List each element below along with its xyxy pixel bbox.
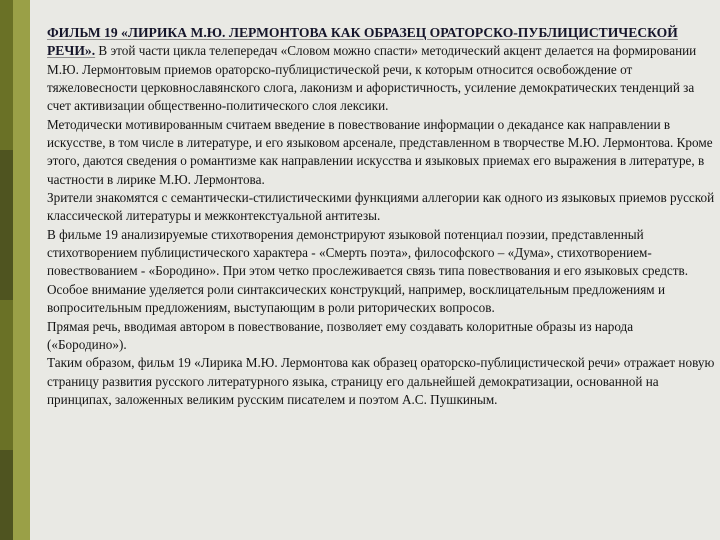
paragraph: Таким образом, фильм 19 «Лирика М.Ю. Лермонтова как образец ораторско-публицистической речи» отражает новую страницу развития русского литературного языка, страницу его дальнейшей демократизации, основанной на принципах, заложенных великим русским писателем и поэтом А.С. Пушкиным. xyxy=(47,355,715,407)
paragraph: Особое внимание уделяется роли синтаксических конструкций, например, восклицательным предложениям и вопросительным предложениям, выступающим в роли риторических вопросов. xyxy=(47,281,666,316)
slide-text xyxy=(47,24,715,409)
slide xyxy=(30,0,720,540)
paragraph: Зрители знакомятся с семантически-стилистическими функциями аллегории как одного из языковых приемов русской классической литературы и межконтекстуальной антитезы. xyxy=(47,190,715,224)
slide-title: ФИЛЬМ 19 «ЛИРИКА М.Ю. ЛЕРМОНТОВА КАК ОБРАЗЕЦ ОРАТОРСКО-ПУБЛИЦИСТИЧЕСКОЙ РЕЧИ». xyxy=(47,25,678,59)
sidebar-segment xyxy=(0,300,13,450)
paragraph: Методически мотивированным считаем введение в повествование информации о декадансе как направлении в искусстве, в том числе в литературе, и его языковом арсенале, представленном в творчестве М.Ю. Лермонтова. Кроме этого, даются сведения о романтизме как направлении искусства и языковых приемах его выражения в литературе, в частности в лирике М.Ю. Лермонтова. xyxy=(47,116,713,187)
paragraph: В фильме 19 анализируемые стихотворения демонстрируют языковой потенциал поэзии, представленный стихотворением публицистического характера - «Смерть поэта», философского – «Дума», стихотворением-повествованием - «Бородино». При этом четко прослеживается связь типа повествования и его языковых средств. xyxy=(47,226,689,279)
paragraph: В этой части цикла телепередач «Словом можно спасти» методический акцент делается на формировании М.Ю. Лермонтовым приемов ораторско-публицистической речи, к которым относится освобождение от тяжеловесности церковнославянского слога, лаконизм и афористичность, усиление демократических тенденций за счет активизации общественно-политического слоя лексики. xyxy=(47,43,697,114)
sidebar-segment xyxy=(0,0,13,150)
paragraph: Прямая речь, вводимая автором в повествование, позволяет ему создавать колоритные образы из народа («Бородино»). xyxy=(47,318,634,352)
sidebar-dark-stripe xyxy=(0,0,13,540)
sidebar-light-stripe xyxy=(13,0,30,540)
